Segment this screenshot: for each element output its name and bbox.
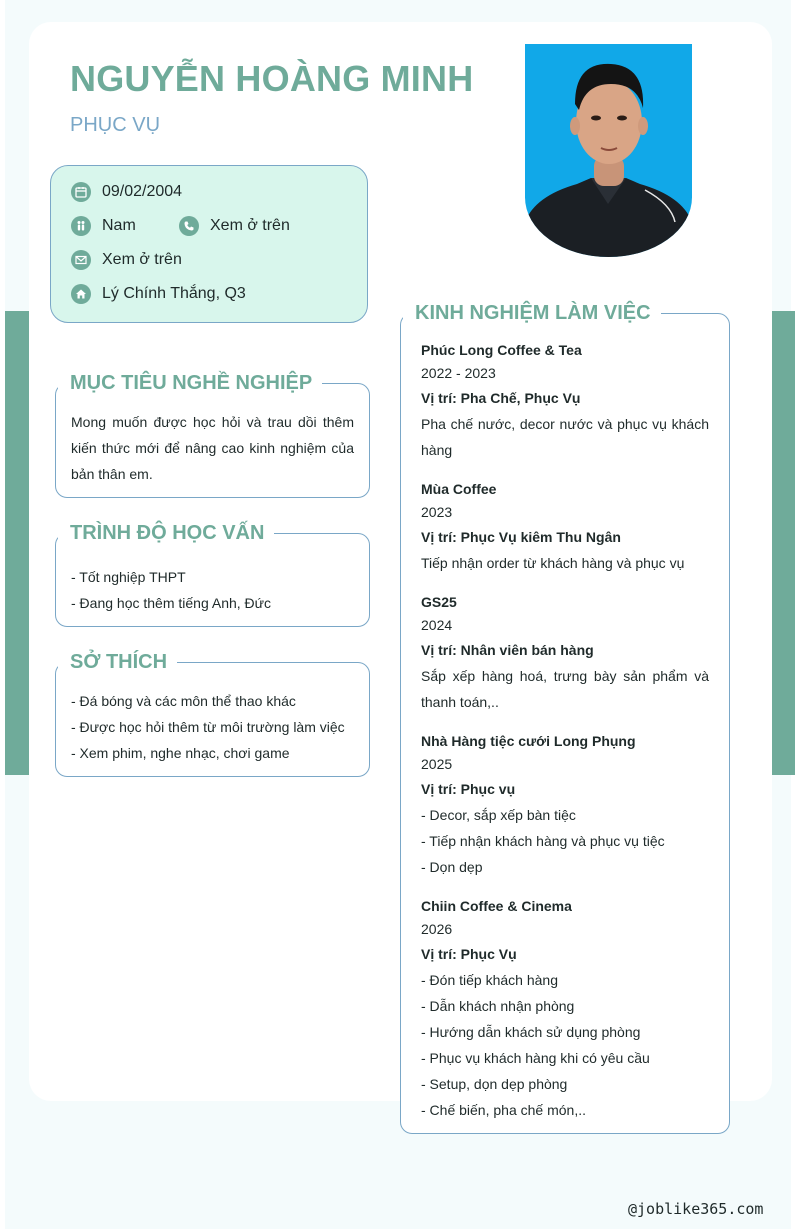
candidate-role: PHỤC VỤ xyxy=(70,114,161,136)
contact-gender xyxy=(71,216,136,236)
gender-value: Nam xyxy=(102,217,136,234)
job-position: Vị trí: Phục vụ xyxy=(421,781,516,797)
email-icon xyxy=(71,250,91,270)
job-company: GS25 xyxy=(421,594,457,610)
decorative-band-left xyxy=(5,311,30,775)
job-duty: - Setup, dọn dẹp phòng xyxy=(421,1076,568,1092)
job-years: 2025 xyxy=(421,756,453,772)
hobby-item: - Được học hỏi thêm từ môi trường làm việc xyxy=(71,719,345,735)
job-company: Nhà Hàng tiệc cưới Long Phụng xyxy=(421,733,636,749)
job-position: Vị trí: Pha Chế, Phục Vụ xyxy=(421,390,581,406)
job-entry xyxy=(421,591,709,715)
education-item: - Đang học thêm tiếng Anh, Đức xyxy=(71,595,272,611)
phone-value: Xem ở trên xyxy=(210,217,290,234)
job-entry xyxy=(421,478,709,576)
address-value: Lý Chính Thắng, Q3 xyxy=(102,285,246,302)
job-years: 2023 xyxy=(421,504,453,520)
decorative-band-right xyxy=(772,311,795,775)
education-list xyxy=(71,564,271,616)
job-duty: - Decor, sắp xếp bàn tiệc xyxy=(421,807,576,823)
job-duty: - Hướng dẫn khách sử dụng phòng xyxy=(421,1024,641,1040)
hobbies-list xyxy=(71,688,345,766)
job-years: 2026 xyxy=(421,921,453,937)
job-entry xyxy=(421,339,709,463)
job-position: Vị trí: Phục Vụ kiêm Thu Ngân xyxy=(421,529,621,545)
site-watermark: @joblike365.com xyxy=(628,1200,764,1218)
profile-photo xyxy=(525,44,692,257)
email-value: Xem ở trên xyxy=(102,251,182,268)
education-title: TRÌNH ĐỘ HỌC VẤN xyxy=(58,521,274,545)
contact-address xyxy=(71,284,246,304)
job-duty: - Tiếp nhận khách hàng và phục vụ tiệc xyxy=(421,833,665,849)
birthday-value: 09/02/2004 xyxy=(102,183,183,200)
job-position: Vị trí: Nhân viên bán hàng xyxy=(421,642,594,658)
job-description: Tiếp nhận order từ khách hàng và phục vụ xyxy=(421,555,685,571)
job-duty: - Đón tiếp khách hàng xyxy=(421,972,558,988)
job-company: Chiin Coffee & Cinema xyxy=(421,898,572,914)
job-duty: - Phục vụ khách hàng khi có yêu cầu xyxy=(421,1050,650,1066)
job-duty: - Dẫn khách nhận phòng xyxy=(421,998,575,1014)
hobby-item: - Xem phim, nghe nhạc, chơi game xyxy=(71,745,290,761)
calendar-icon xyxy=(71,182,91,202)
job-position: Vị trí: Phục Vụ xyxy=(421,946,517,962)
contact-info-box xyxy=(50,165,368,323)
job-years: 2022 - 2023 xyxy=(421,365,496,381)
job-description: Sắp xếp hàng hoá, trưng bày sản phẩm và thanh toán,.. xyxy=(421,668,709,710)
gender-icon xyxy=(71,216,91,236)
job-entry xyxy=(421,730,709,880)
home-icon xyxy=(71,284,91,304)
contact-birthday xyxy=(71,182,182,202)
candidate-name: NGUYỄN HOÀNG MINH xyxy=(70,58,474,99)
job-company: Mùa Coffee xyxy=(421,481,497,497)
objective-text: Mong muốn được học hỏi và trau dồi thêm kiến thức mới để nâng cao kinh nghiệm của bản thân em. xyxy=(71,414,354,482)
hobby-item: - Đá bóng và các môn thể thao khác xyxy=(71,693,296,709)
job-company: Phúc Long Coffee & Tea xyxy=(421,342,582,358)
job-entry xyxy=(421,895,709,1123)
phone-icon xyxy=(179,216,199,236)
education-item: - Tốt nghiệp THPT xyxy=(71,569,186,585)
job-duty: - Dọn dẹp xyxy=(421,859,483,875)
job-years: 2024 xyxy=(421,617,453,633)
hobbies-title: SỞ THÍCH xyxy=(58,650,177,674)
job-description: Pha chế nước, decor nước và phục vụ khách hàng xyxy=(421,416,709,458)
objective-title: MỤC TIÊU NGHỀ NGHIỆP xyxy=(58,371,322,395)
contact-phone xyxy=(179,216,290,236)
contact-email xyxy=(71,250,182,270)
experience-title: KINH NGHIỆM LÀM VIỆC xyxy=(403,301,661,325)
job-duty: - Chế biến, pha chế món,.. xyxy=(421,1102,586,1118)
